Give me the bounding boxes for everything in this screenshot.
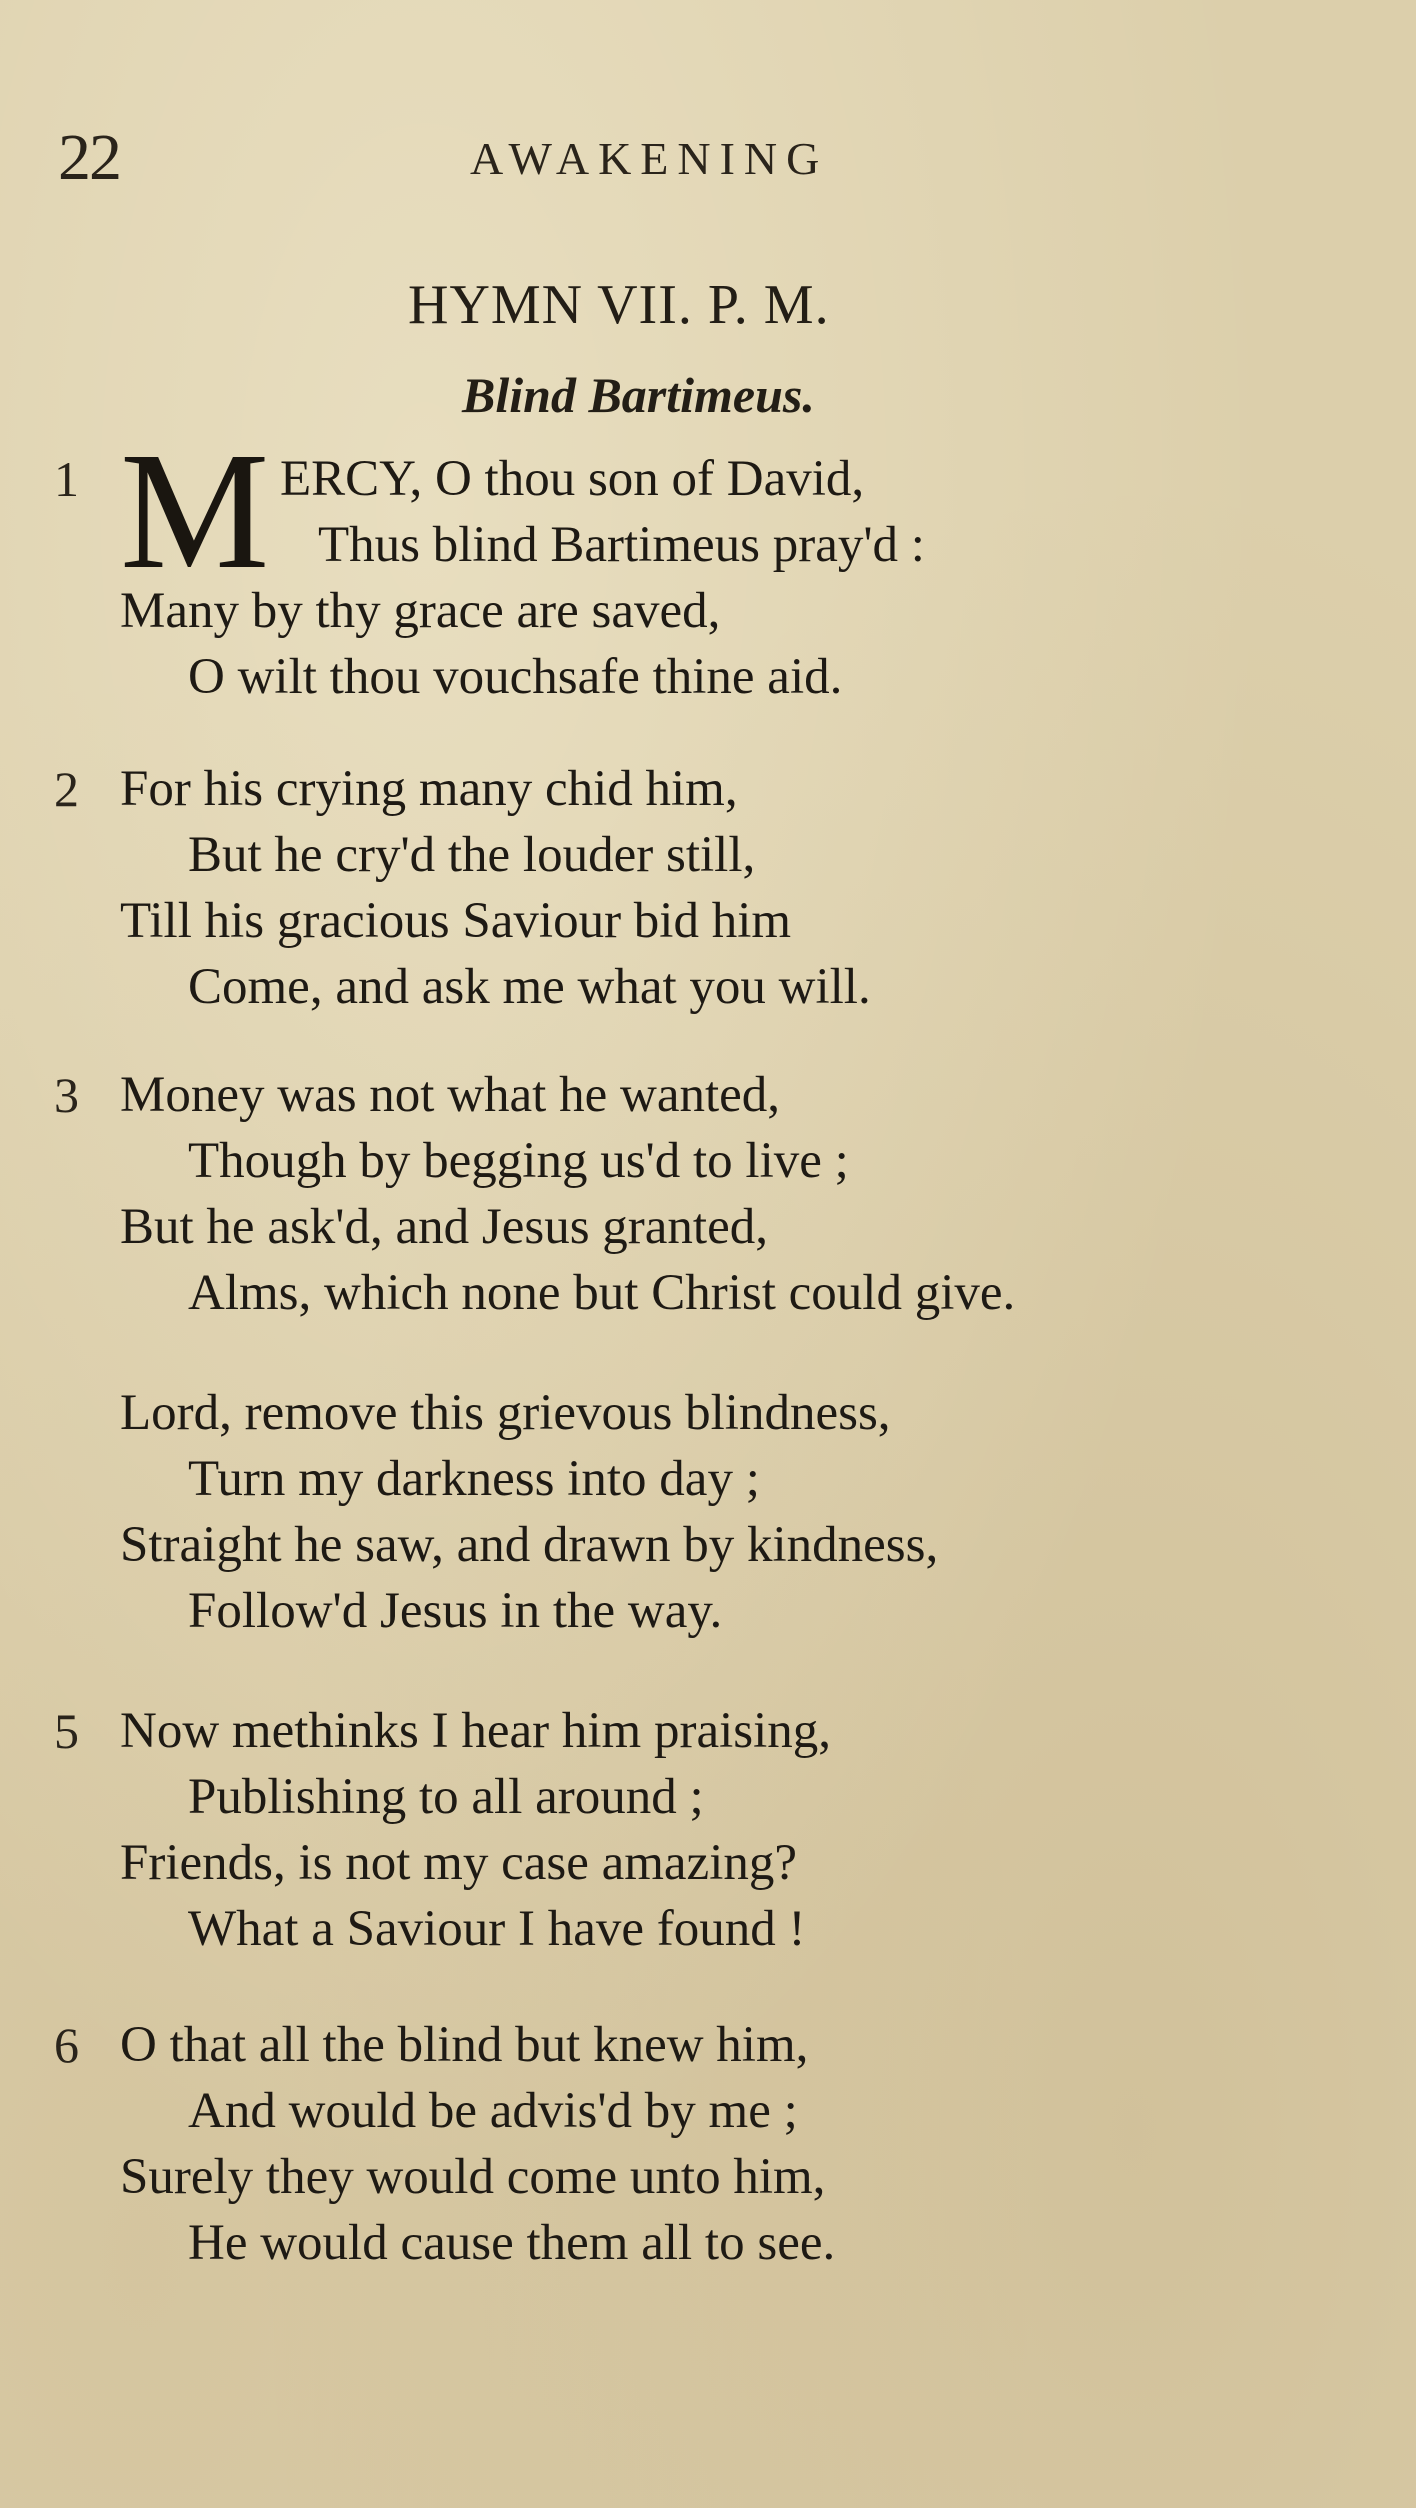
verse-line: Come, and ask me what you will.: [188, 959, 871, 1015]
verse-line: Turn my darkness into day ;: [188, 1451, 760, 1507]
verse-line: Surely they would come unto him,: [120, 2149, 826, 2205]
verse-line: Follow'd Jesus in the way.: [188, 1583, 723, 1639]
verse-line: But he ask'd, and Jesus granted,: [120, 1199, 768, 1255]
verse-line: Though by begging us'd to live ;: [188, 1133, 849, 1189]
verse-line: For his crying many chid him,: [120, 761, 738, 817]
verse-number: 2: [54, 761, 79, 817]
verse-line: And would be advis'd by me ;: [188, 2083, 798, 2139]
verse-line: Till his gracious Saviour bid him: [120, 893, 792, 949]
verse-number: 5: [54, 1703, 79, 1759]
running-head: [0, 118, 1416, 198]
verse-line: Money was not what he wanted,: [120, 1067, 781, 1123]
verse-line: Friends, is not my case amazing?: [120, 1835, 797, 1891]
verse-number: 6: [54, 2017, 79, 2073]
verse-line: What a Saviour I have found !: [188, 1901, 806, 1957]
section-title: AWAKENING: [470, 133, 829, 184]
verse-line: Lord, remove this grievous blindness,: [120, 1385, 891, 1441]
verse-line: He would cause them all to see.: [188, 2215, 836, 2271]
hymn-subtitle: Blind Bartimeus.: [462, 367, 815, 423]
verse-line: O wilt thou vouchsafe thine aid.: [188, 649, 843, 705]
verse-number: [54, 1380, 79, 1446]
drop-cap: M: [120, 418, 270, 604]
verse-line: Publishing to all around ;: [188, 1769, 704, 1825]
verse-line: Alms, which none but Christ could give.: [188, 1265, 1016, 1321]
page-number: 22: [58, 121, 120, 194]
verse-number: 1: [54, 451, 79, 507]
hymn-title: HYMN VII. P. M.: [408, 274, 830, 336]
verse-line: ERCY, O thou son of David,: [280, 451, 865, 507]
verse-line: Many by thy grace are saved,: [120, 583, 721, 639]
verse-line: But he cry'd the louder still,: [188, 827, 756, 883]
verse-number: 3: [54, 1067, 79, 1123]
verse-line: Now methinks I hear him praising,: [120, 1703, 832, 1759]
verse-line: Thus blind Bartimeus pray'd :: [318, 517, 925, 573]
verse-line: O that all the blind but knew him,: [120, 2017, 809, 2073]
verse-line: Straight he saw, and drawn by kindness,: [120, 1517, 939, 1573]
